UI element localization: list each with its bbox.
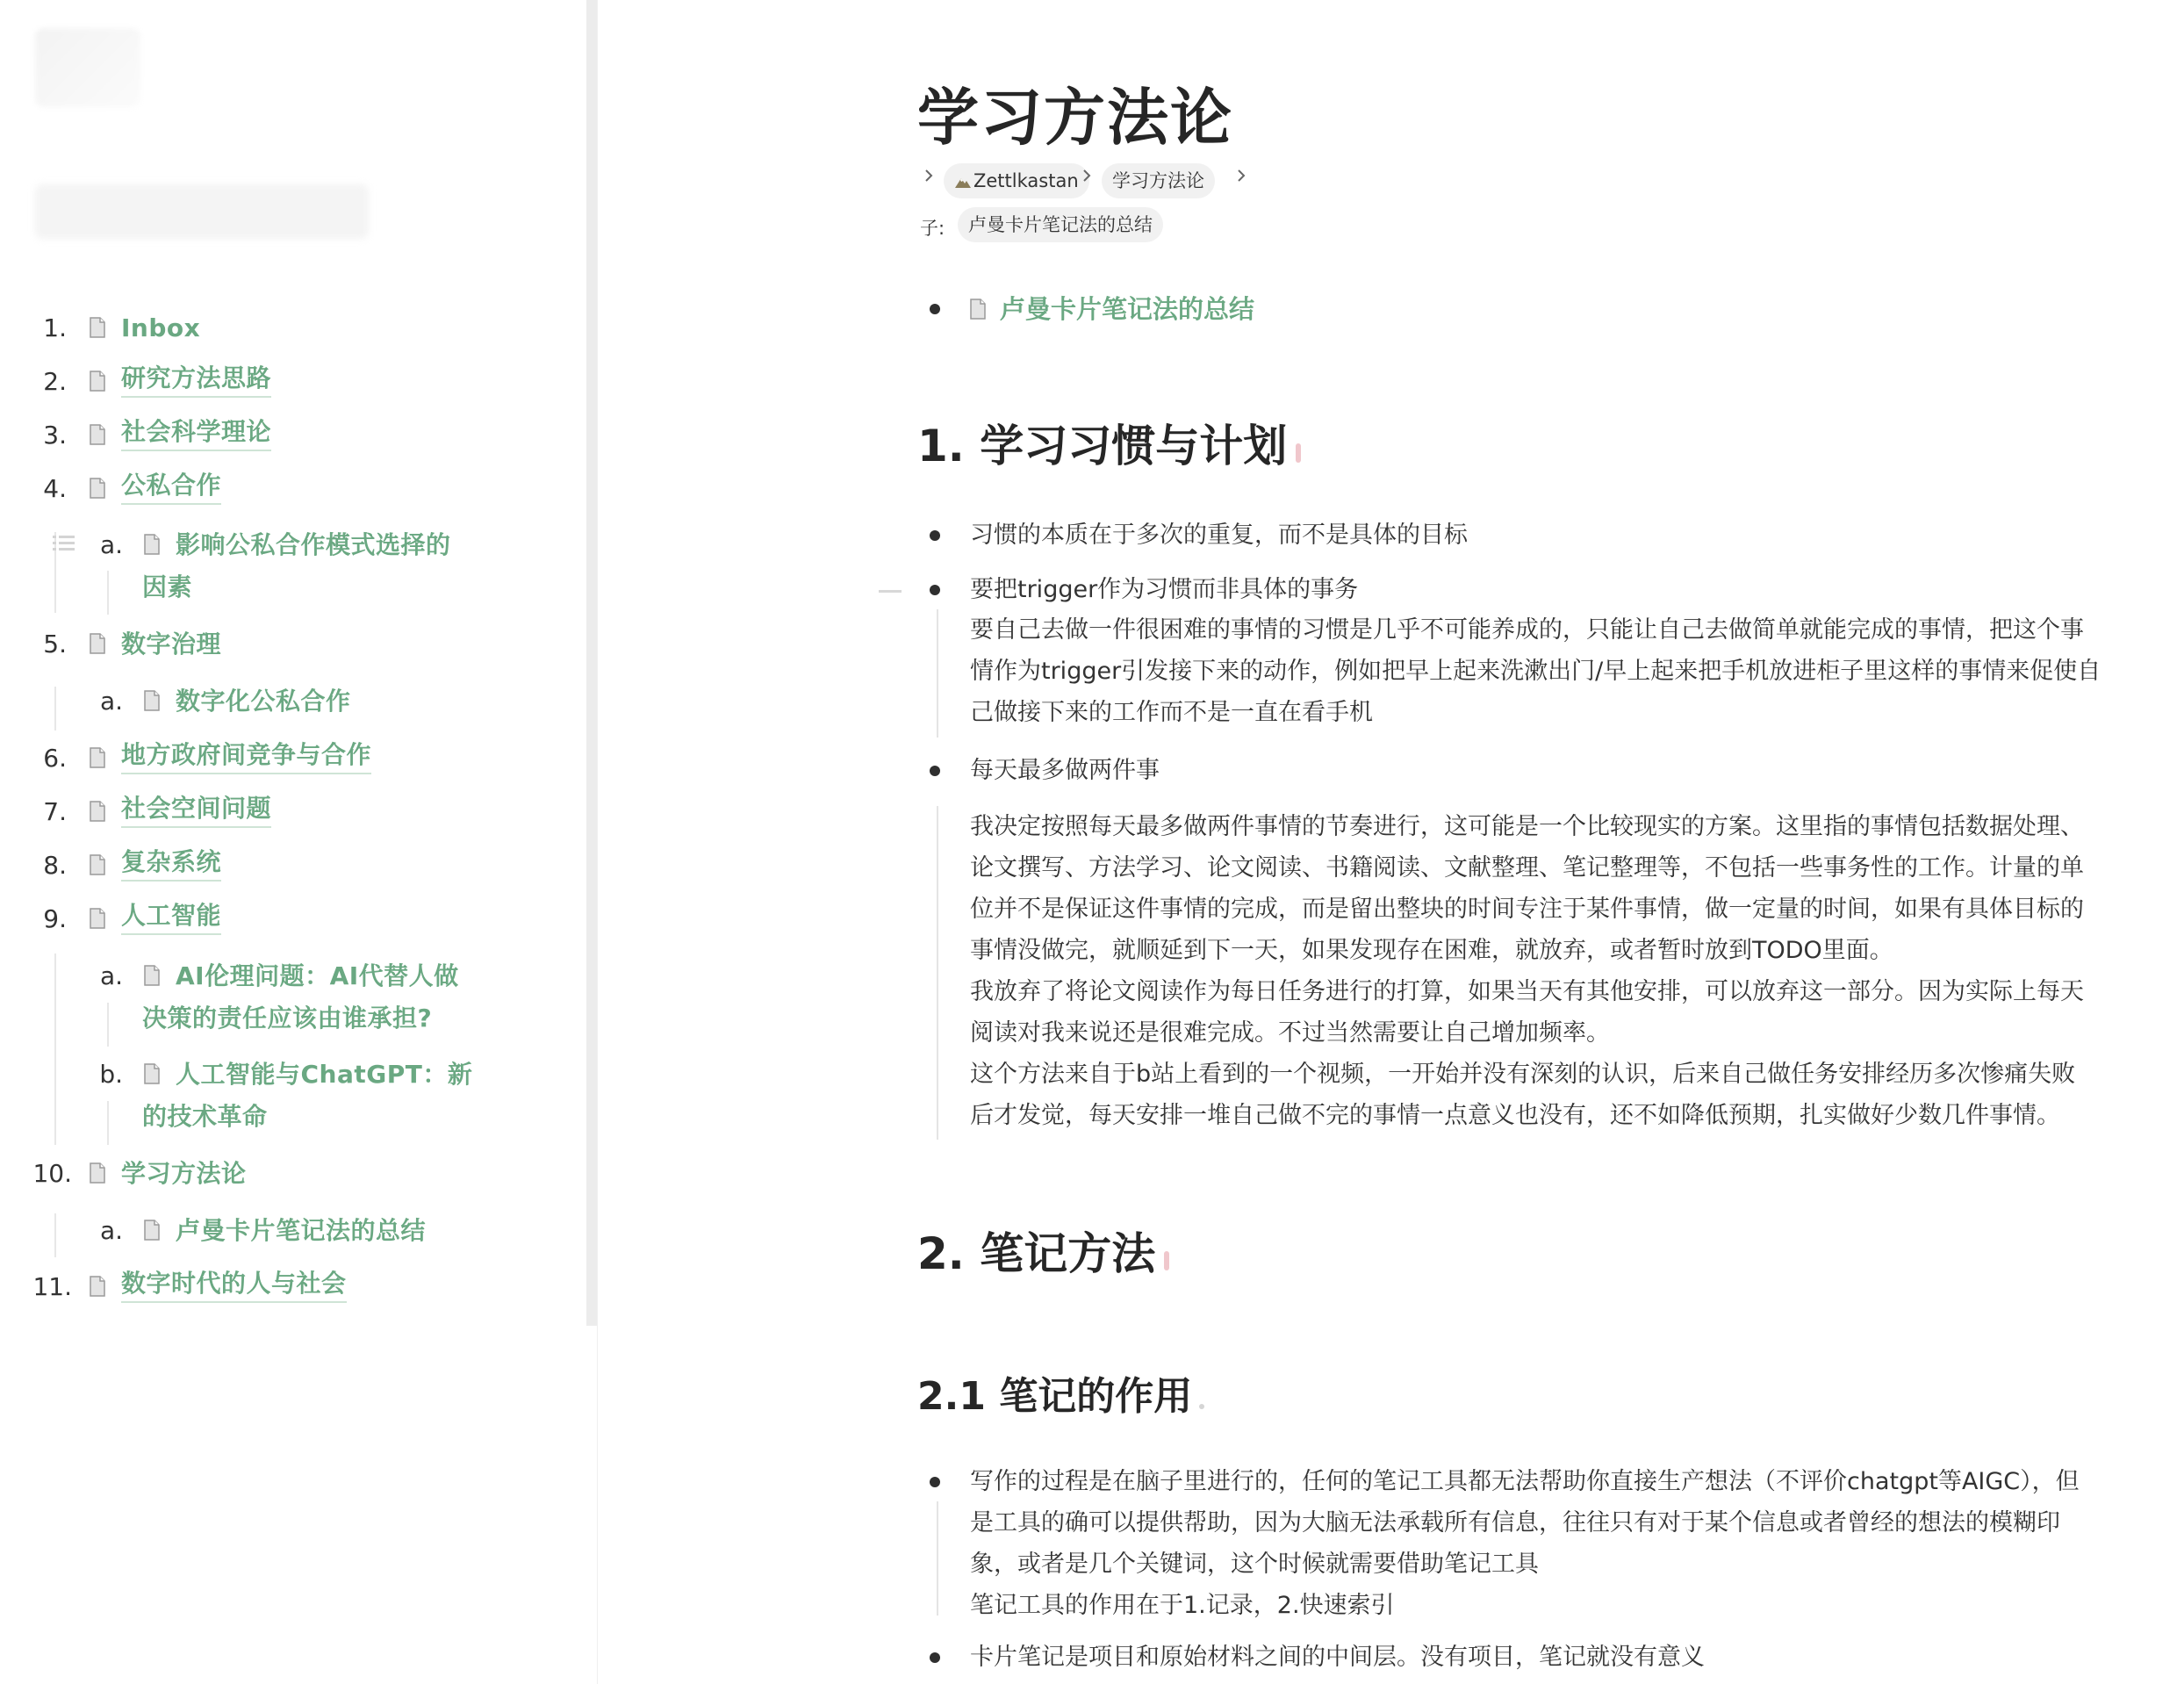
- sidebar-item-ppp[interactable]: [0, 468, 579, 510]
- sidebar-item-complex-systems[interactable]: [0, 845, 579, 887]
- sidebar-item-learning-methods[interactable]: [0, 1153, 579, 1195]
- chevron-right-icon: [1235, 167, 1247, 184]
- sidebar-item-label: AI伦理问题：AI代替人做: [176, 961, 459, 990]
- heading-text: 2.1 笔记的作用: [917, 1374, 1193, 1419]
- sidebar-scrollbar[interactable]: [586, 0, 597, 1326]
- sidebar-item-label: 社会科学理论: [121, 414, 271, 451]
- page-content: [598, 0, 2184, 1684]
- sidebar-item-label: Inbox: [121, 313, 201, 342]
- breadcrumb-label: 学习方法论: [1112, 170, 1204, 191]
- sidebar-item-research-methods[interactable]: [0, 361, 579, 403]
- item-number: 7.: [43, 797, 67, 826]
- item-number: 1.: [43, 313, 67, 342]
- sidebar-item-label: 的技术革命: [142, 1102, 268, 1131]
- sidebar-item-social-space[interactable]: [0, 791, 579, 833]
- search-box[interactable]: [35, 184, 369, 239]
- paragraph-line: 笔记工具的作用在于1.记录，2.快速索引: [970, 1592, 1395, 1619]
- page-icon: [90, 633, 105, 654]
- sidebar-item-label: 因素: [142, 572, 193, 601]
- indent-guide: [937, 609, 938, 738]
- sidebar-item-digital-governance[interactable]: [0, 623, 579, 666]
- sidebar-item-digital-society[interactable]: [0, 1266, 579, 1308]
- child-page-pill[interactable]: [958, 207, 1163, 242]
- heading-text: 1. 学习习惯与计划: [917, 421, 1288, 471]
- sidebar-item-inbox[interactable]: [0, 307, 579, 349]
- page-icon: [144, 534, 160, 555]
- sidebar-item-zettelkasten-summary[interactable]: [0, 1210, 579, 1252]
- bullet: [930, 530, 940, 541]
- paragraph-line: 是工具的确可以提供帮助，因为大脑无法承载所有信息，往往只有对于某个信息或者曾经的想法的模糊印: [970, 1509, 2060, 1536]
- item-number: a.: [99, 1216, 123, 1245]
- sidebar-item-label: 数字治理: [121, 630, 222, 658]
- item-number: 4.: [43, 474, 67, 503]
- sidebar-item-label: 卢曼卡片笔记法的总结: [176, 1216, 427, 1245]
- bullet-text: 习惯的本质在于多次的重复，而不是具体的目标: [970, 522, 1468, 549]
- sidebar-item-ppp-factors[interactable]: [0, 524, 579, 566]
- bullet-text: 每天最多做两件事: [970, 757, 1160, 784]
- item-number: 3.: [43, 421, 67, 450]
- paragraph-line: 我放弃了将论文阅读作为每日任务进行的打算，如果当天有其他安排，可以放弃这一部分。因为实际上每天: [970, 978, 2084, 1005]
- page-icon: [90, 747, 105, 768]
- children-label: 子:: [920, 218, 945, 239]
- item-number: 8.: [43, 851, 67, 880]
- section-heading: [917, 1219, 1169, 1282]
- paragraph-line: 后才发觉，每天安排一堆自己做不完的事情一点意义也没有，还不如降低预期，扎实做好少数几件事情。: [970, 1102, 2060, 1129]
- drag-handle[interactable]: [879, 590, 902, 593]
- sidebar-item-label: 人工智能: [121, 898, 221, 935]
- sidebar-item-social-theory[interactable]: [0, 414, 579, 457]
- sidebar-item-label: 影响公私合作模式选择的: [176, 530, 451, 559]
- chevron-right-icon: [923, 167, 935, 184]
- sidebar-item-ai-chatgpt-cont[interactable]: [0, 1096, 579, 1138]
- paragraph-line: 阅读对我来说还是很难完成。不过当然需要让自己增加频率。: [970, 1019, 1610, 1047]
- sidebar-item-label: 复杂系统: [121, 845, 221, 882]
- child-page-link[interactable]: 卢曼卡片笔记法的总结: [1000, 294, 1255, 324]
- page-icon: [144, 965, 160, 986]
- paragraph-line: 我决定按照每天最多做两件事情的节奏进行，这可能是一个比较现实的方案。这里指的事情包括数据处理、: [970, 813, 2084, 840]
- sidebar-item-label: 数字时代的人与社会: [121, 1266, 347, 1303]
- page-icon: [90, 854, 105, 875]
- item-number: b.: [99, 1060, 123, 1089]
- sidebar-item-label: 决策的责任应该由谁承担?: [142, 1004, 433, 1033]
- paragraph-line: 情作为trigger引发接下来的动作，例如把早上起来洗漱出门/早上起来把手机放进柜子里这样的事情来促使自: [970, 658, 2101, 685]
- bullet: [930, 1477, 940, 1487]
- sidebar-item-label: 研究方法思路: [121, 361, 271, 398]
- section-heading: [917, 411, 1301, 474]
- item-number: a.: [99, 687, 123, 716]
- item-number: 6.: [43, 744, 67, 773]
- comment-marker[interactable]: [1199, 1404, 1204, 1409]
- item-number: 10.: [32, 1159, 72, 1188]
- paragraph-line: 事情没做完，就顺延到下一天，如果发现存在困难，就放弃，或者暂时放到TODO里面。: [970, 937, 1893, 964]
- bullet-text: 卡片笔记是项目和原始材料之间的中间层。没有项目，笔记就没有意义: [970, 1644, 1705, 1671]
- sidebar-item-local-gov[interactable]: [0, 738, 579, 780]
- chevron-right-icon: [1081, 167, 1093, 184]
- item-number: a.: [99, 961, 123, 990]
- item-number: 2.: [43, 367, 67, 396]
- paragraph-line: 写作的过程是在脑子里进行的，任何的笔记工具都无法帮助你直接生产想法（不评价chatgpt等AIGC），但: [970, 1468, 2080, 1495]
- paragraph-line: 象，或者是几个关键词，这个时候就需要借助笔记工具: [970, 1551, 1539, 1578]
- indent-guide: [937, 1501, 938, 1616]
- sub-heading: [917, 1364, 1204, 1421]
- paragraph-line: 要自己去做一件很困难的事情的习惯是几乎不可能养成的，只能让自己去做简单就能完成的事情，把这个事: [970, 616, 2084, 644]
- item-number: a.: [99, 530, 123, 559]
- sidebar: [0, 0, 586, 1684]
- sidebar-item-label: 学习方法论: [121, 1159, 247, 1188]
- bullet: [930, 585, 940, 595]
- item-number: 9.: [43, 904, 67, 933]
- sidebar-item-label: 数字化公私合作: [176, 687, 351, 716]
- page-icon: [90, 478, 105, 499]
- heading-text: 2. 笔记方法: [917, 1228, 1156, 1279]
- sidebar-item-label: 人工智能与ChatGPT：新: [176, 1060, 473, 1089]
- bullet: [930, 1652, 940, 1663]
- breadcrumb-label: Zettlkastan: [973, 170, 1079, 191]
- paragraph-line: 己做接下来的工作而不是一直在看手机: [970, 699, 1373, 726]
- page-icon: [144, 1220, 160, 1241]
- page-icon: [90, 801, 105, 822]
- mountain-icon: [954, 175, 972, 189]
- sidebar-item-ppp-factors-cont[interactable]: [0, 566, 579, 608]
- page-icon: [90, 371, 105, 392]
- child-page-label: 卢曼卡片笔记法的总结: [968, 214, 1153, 235]
- sidebar-item-digital-ppp[interactable]: [0, 680, 579, 723]
- breadcrumb-zettlkastan[interactable]: [944, 163, 1089, 198]
- paragraph-line: 论文撰写、方法学习、论文阅读、书籍阅读、文献整理、笔记整理等，不包括一些事务性的工作。计量的单: [970, 854, 2084, 882]
- page-title: 学习方法论: [917, 82, 1233, 154]
- comment-marker[interactable]: [1164, 1251, 1169, 1270]
- page-icon: [90, 1276, 105, 1297]
- page-icon: [90, 1162, 105, 1184]
- sidebar-item-ai-ethics[interactable]: [0, 955, 579, 997]
- bullet: [930, 304, 940, 314]
- page-icon: [90, 424, 105, 445]
- item-number: 11.: [32, 1272, 72, 1301]
- bullet-text: 要把trigger作为习惯而非具体的事务: [970, 576, 1359, 603]
- breadcrumb-current-page[interactable]: [1102, 163, 1215, 198]
- sidebar-item-ai-ethics-cont[interactable]: [0, 997, 579, 1040]
- bullet: [930, 766, 940, 776]
- sidebar-item-label: 地方政府间竞争与合作: [121, 738, 371, 774]
- page-icon: [144, 1063, 160, 1084]
- comment-marker[interactable]: [1296, 443, 1301, 463]
- item-number: 5.: [43, 630, 67, 658]
- sidebar-item-label: 公私合作: [121, 468, 221, 505]
- page-icon: [970, 299, 986, 320]
- page-icon: [90, 317, 105, 338]
- workspace-logo[interactable]: [35, 28, 140, 107]
- page-icon: [144, 690, 160, 711]
- paragraph-line: 位并不是保证这件事情的完成，而是留出整块的时间专注于某件事情，做一定量的时间，如果有具体目标的: [970, 896, 2084, 923]
- sidebar-item-ai-chatgpt[interactable]: [0, 1054, 579, 1096]
- indent-guide: [937, 806, 938, 1140]
- paragraph-line: 这个方法来自于b站上看到的一个视频，一开始并没有深刻的认识，后来自己做任务安排经历多次惨痛失败: [970, 1061, 2076, 1088]
- sidebar-item-label: 社会空间问题: [121, 791, 271, 828]
- page-icon: [90, 908, 105, 929]
- sidebar-item-ai[interactable]: [0, 898, 579, 940]
